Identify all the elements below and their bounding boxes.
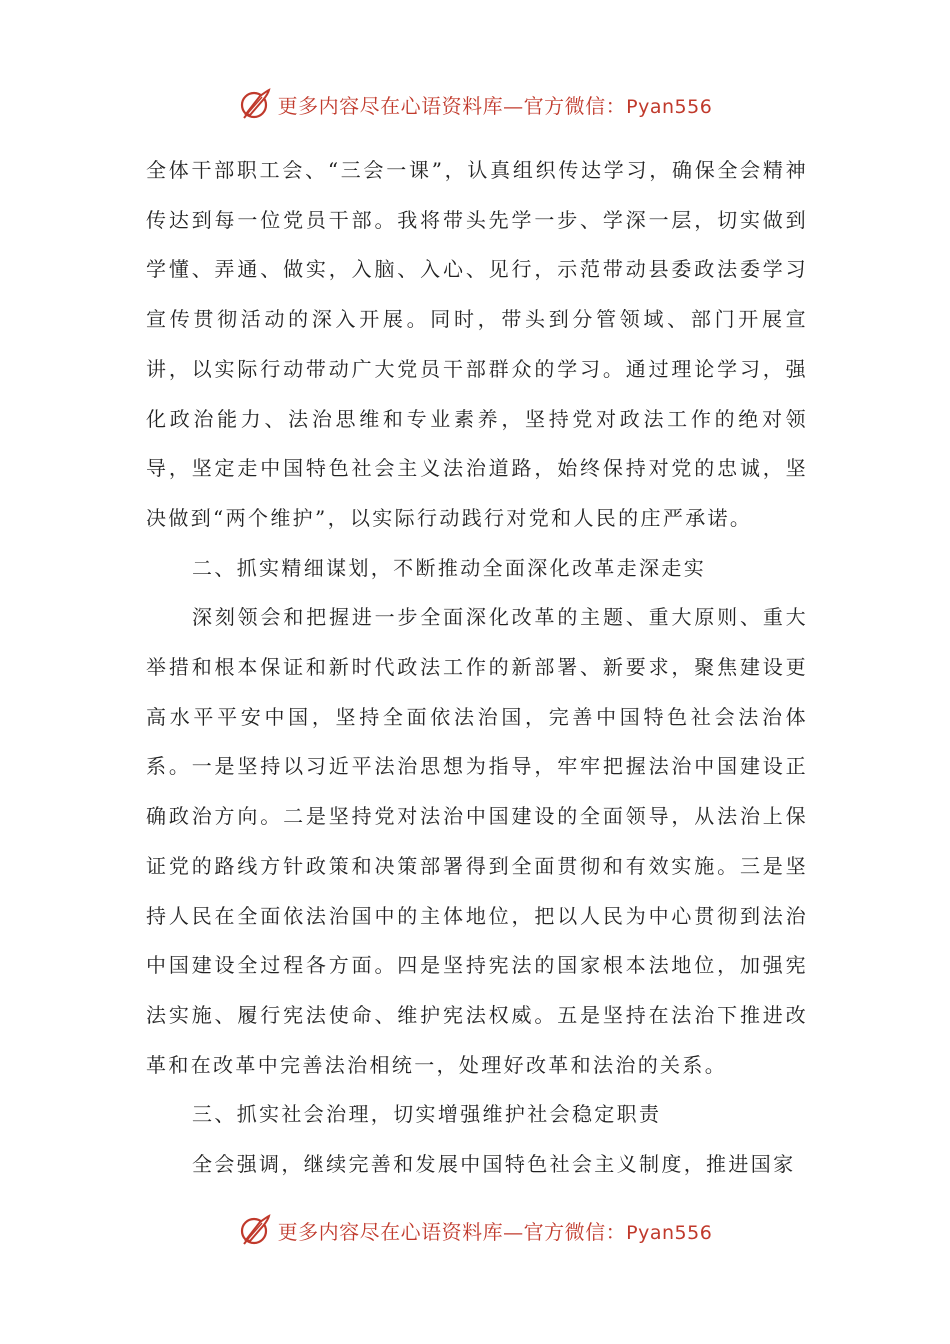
watermark-text — [278, 90, 713, 119]
header-watermark — [0, 82, 950, 126]
document-body — [146, 146, 808, 1190]
section-heading-2: 二、抓实精细谋划，不断推动全面深化改革走深走实 — [192, 555, 707, 580]
footer-watermark — [0, 1208, 950, 1252]
watermark-text — [278, 1216, 713, 1245]
quill-pen-icon — [238, 1213, 272, 1247]
watermark-site-text: 更多内容尽在心语资料库—官方微信： — [277, 1219, 627, 1244]
paragraph-section-2: 深刻领会和把握进一步全面深化改革的主题、重大原则、重大举措和根本保证和新时代政法工作的新部署、新要求，聚焦建设更高水平平安中国，坚持全面依法治国，完善中国特色社会法治体系。一是坚持以习近平法治思想为指导，牢牢把握法治中国建设正确政治方向。二是坚持党对法治中国建设的全面领导，从法治上保证党的路线方针政策和决策部署得到全面贯彻和有效实施。三是坚持人民在全面依法治国中的主体地位，把以人民为中心贯彻到法治中国建设全过程各方面。四是坚持宪法的国家根本法地位，加强宪法实施、履行宪法使命、维护宪法权威。五是坚持在法治下推进改革和在改革中完善法治相统一，处理好改革和法治的关系。 — [146, 605, 808, 1077]
watermark-wechat-id: Pyan556 — [626, 95, 713, 118]
paragraph-continuation: 全体干部职工会、“三会一课”，认真组织传达学习，确保全会精神传达到每一位党员干部。我将带头先学一步、学深一层，切实做到学懂、弄通、做实，入脑、入心、见行，示范带动县委政法委学习宣传贯彻活动的深入开展。同时，带头到分管领域、部门开展宣讲，以实际行动带动广大党员干部群众的学习。通过理论学习，强化政治能力、法治思维和专业素养，坚持党对政法工作的绝对领导，坚定走中国特色社会主义法治道路，始终保持对党的忠诚，坚决做到“两个维护”，以实际行动践行对党和人民的庄严承诺。 — [146, 158, 808, 530]
quill-pen-icon — [238, 87, 272, 121]
watermark-site-text: 更多内容尽在心语资料库—官方微信： — [277, 93, 627, 118]
paragraph-section-3: 全会强调，继续完善和发展中国特色社会主义制度，推进国家 — [192, 1152, 796, 1177]
watermark-wechat-id: Pyan556 — [626, 1221, 713, 1244]
section-heading-3: 三、抓实社会治理，切实增强维护社会稳定职责 — [192, 1102, 662, 1127]
